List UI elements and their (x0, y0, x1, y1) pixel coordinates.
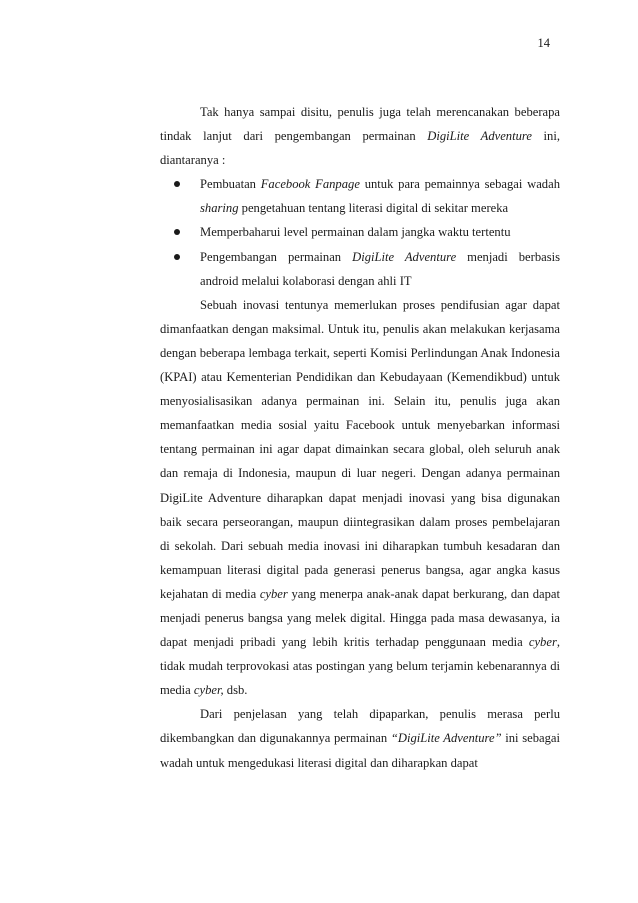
body-text (160, 100, 560, 775)
item-text: untuk para pemainnya sebagai wadah (359, 177, 560, 192)
paragraph-text: dsb. (223, 683, 248, 698)
paragraph-italic: cyber (259, 586, 288, 601)
intro-text: Tak hanya sampai disitu, penulis juga telah merencanakan beberapa tindak lanjut dari pengembangan permainan (160, 105, 560, 144)
paragraph-italic: cyber, (193, 683, 224, 698)
item-italic: sharing (200, 201, 239, 216)
list-item (160, 245, 560, 293)
follow-up-list (160, 172, 560, 292)
paragraph-text: yang menerpa anak-anak dapat berkurang, dan dapat menjadi penerus bangsa yang melek digital. Hingga pada masa dewasanya, ia dapat menjadi pribadi yang lebih kritis terhadap penggunaan media (160, 586, 560, 650)
list-item (160, 172, 560, 220)
bullet-icon (174, 181, 180, 187)
intro-paragraph (160, 100, 560, 172)
item-text: Pembuatan (200, 177, 261, 192)
item-text: Pengembangan permainan (200, 249, 353, 264)
intro-text-end: ini, diantaranya : (160, 129, 560, 168)
paragraph-text: ini sebagai wadah untuk mengedukasi literasi digital dan diharapkan dapat (160, 731, 560, 770)
item-text: pengetahuan tentang literasi digital di sekitar mereka (238, 201, 509, 216)
paragraph-text: Dari penjelasan yang telah dipaparkan, penulis merasa perlu dikembangkan dan digunakannya permainan (160, 707, 560, 746)
bullet-icon (174, 229, 180, 235)
paragraph-text: , tidak mudah terprovokasi atas postingan yang belum terjamin kebenarannya di media (160, 635, 560, 698)
paragraph-diffusion (160, 293, 560, 703)
list-item (160, 220, 560, 244)
page-number: 14 (537, 36, 550, 50)
item-italic: Facebook Fanpage (260, 177, 360, 192)
item-text: menjadi berbasis android melalui kolaborasi dengan ahli IT (200, 249, 561, 288)
game-name: DigiLite Adventure (427, 129, 532, 144)
item-text: Memperbaharui level permainan dalam jangka waktu tertentu (200, 225, 511, 240)
item-italic: DigiLite Adventure (352, 249, 457, 264)
paragraph-text: Sebuah inovasi tentunya memerlukan proses pendifusian agar dapat dimanfaatkan dengan maksimal. Untuk itu, penulis akan melakukan kerjasama dengan beberapa lembaga terkait, seperti Komisi Perlindungan Anak Indonesia (KPAI) atau Kementerian Pendidikan dan Kebudayaan (Kemendikbud) untuk menyosialisasikan adanya permainan ini. Selain itu, penulis juga akan memanfaatkan media sosial yaitu Facebook untuk menyebarkan informasi tentang permainan ini agar dapat dimainkan secara global, oleh seluruh anak dan remaja di Indonesia, maupun di luar negeri. Dengan adanya permainan DigiLite Adventure diharapkan dapat menjadi inovasi yang bisa digunakan baik secara perseorangan, maupun diintegrasikan dalam proses pembelajaran di sekolah. Dari sebuah media inovasi ini diharapkan tumbuh kesadaran dan kemampuan literasi digital pada generasi penerus bangsa, agar angka kasus kejahatan di media (160, 297, 560, 601)
paragraph-italic: “DigiLite Adventure” (390, 731, 502, 746)
paragraph-conclusion (160, 702, 560, 774)
bullet-icon (174, 254, 180, 260)
paragraph-italic: cyber (528, 635, 557, 650)
